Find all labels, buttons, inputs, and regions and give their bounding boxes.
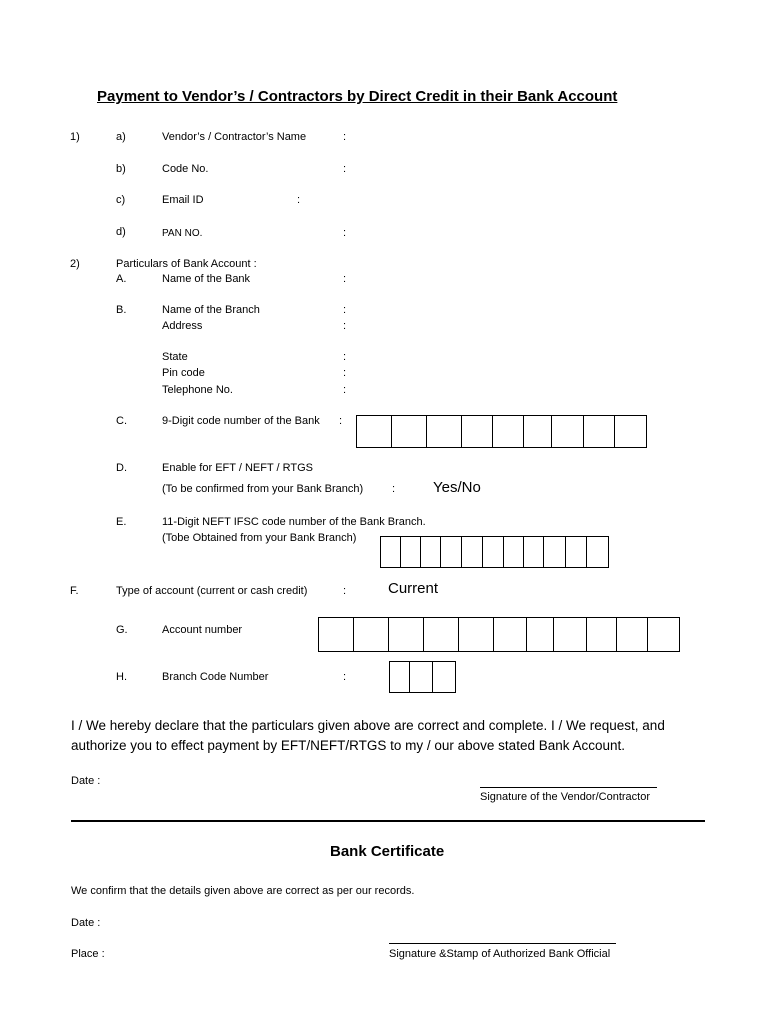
pin-code-label: Pin code (162, 367, 205, 379)
digit-box[interactable] (504, 537, 524, 567)
digit-box[interactable] (392, 416, 427, 447)
digit-box[interactable] (587, 618, 617, 651)
item-C-letter: C. (116, 415, 127, 427)
digit-box[interactable] (381, 537, 401, 567)
state-label: State (162, 351, 188, 363)
form-title: Payment to Vendor’s / Contractors by Direct Credit in their Bank Account (97, 88, 618, 105)
bank-confirm-text: We confirm that the details given above are correct as per our records. (71, 885, 415, 897)
digit-box[interactable] (433, 662, 456, 692)
enable-eft-sublabel: (To be confirmed from your Bank Branch) (162, 483, 364, 495)
digit-box[interactable] (389, 618, 424, 651)
digit-box[interactable] (587, 537, 609, 567)
bank-code-colon: : (339, 415, 343, 427)
address-label: Address (162, 320, 203, 332)
bank-name-label: Name of the Bank (162, 273, 251, 285)
item-G-letter: G. (116, 624, 128, 636)
item-B-letter: B. (116, 304, 127, 316)
digit-box[interactable] (615, 416, 647, 447)
digit-box[interactable] (427, 416, 462, 447)
digit-box[interactable] (424, 618, 459, 651)
branch-code-boxes[interactable] (389, 661, 456, 693)
item-D-letter: D. (116, 462, 127, 474)
account-type-colon: : (343, 585, 347, 597)
digit-box[interactable] (357, 416, 392, 447)
declaration-text: I / We hereby declare that the particulars given above are correct and complete. I / We request, and authorize you to effect payment by EFT/NEFT/RTGS to my / our above stated Bank Account. (71, 718, 665, 753)
digit-box[interactable] (459, 618, 494, 651)
digit-box[interactable] (494, 618, 527, 651)
code-no-label: Code No. (162, 163, 209, 175)
bank-name-colon: : (343, 273, 347, 285)
bank-code-label: 9-Digit code number of the Bank (162, 415, 320, 427)
branch-name-colon: : (343, 304, 347, 316)
pan-no-label: PAN NO. (162, 228, 203, 239)
bank-code-boxes[interactable] (356, 415, 647, 448)
bank-signature-line (389, 943, 616, 944)
ifsc-code-boxes[interactable] (380, 536, 609, 568)
digit-box[interactable] (566, 537, 587, 567)
account-number-label: Account number (162, 624, 243, 636)
email-id-label: Email ID (162, 194, 204, 206)
digit-box[interactable] (319, 618, 354, 651)
digit-box[interactable] (421, 537, 441, 567)
digit-box[interactable] (617, 618, 648, 651)
enable-eft-value: Yes/No (433, 479, 481, 496)
item-F-letter: F. (70, 585, 79, 597)
code-no-colon: : (343, 163, 347, 175)
vendor-signature-label: Signature of the Vendor/Contractor (480, 791, 650, 803)
telephone-label: Telephone No. (162, 384, 233, 396)
account-number-boxes[interactable] (318, 617, 680, 652)
digit-box[interactable] (410, 662, 433, 692)
digit-box[interactable] (554, 618, 587, 651)
state-colon: : (343, 351, 347, 363)
bank-place-label: Place : (71, 948, 105, 960)
vendor-signature-line (480, 787, 657, 788)
digit-box[interactable] (527, 618, 554, 651)
branch-code-colon: : (343, 671, 347, 683)
item-a-letter: a) (116, 131, 126, 143)
digit-box[interactable] (354, 618, 389, 651)
item-c-letter: c) (116, 194, 126, 206)
item-H-letter: H. (116, 671, 127, 683)
bank-date-label: Date : (71, 917, 101, 929)
vendor-name-label: Vendor’s / Contractor’s Name (162, 131, 307, 143)
email-id-colon: : (297, 194, 301, 206)
ifsc-code-sublabel: (Tobe Obtained from your Bank Branch) (162, 532, 357, 544)
enable-eft-label: Enable for EFT / NEFT / RTGS (162, 462, 313, 474)
pan-no-colon: : (343, 227, 347, 239)
digit-box[interactable] (524, 416, 552, 447)
digit-box[interactable] (483, 537, 504, 567)
account-type-value: Current (388, 580, 439, 597)
digit-box[interactable] (462, 416, 493, 447)
item-b-letter: b) (116, 163, 126, 175)
digit-box[interactable] (584, 416, 615, 447)
digit-box[interactable] (493, 416, 524, 447)
digit-box[interactable] (524, 537, 544, 567)
branch-code-label: Branch Code Number (162, 671, 269, 683)
digit-box[interactable] (401, 537, 421, 567)
digit-box[interactable] (441, 537, 462, 567)
section-2-number: 2) (70, 258, 80, 270)
section-divider (71, 820, 705, 822)
vendor-name-colon: : (343, 131, 347, 143)
pin-code-colon: : (343, 367, 347, 379)
ifsc-code-label: 11-Digit NEFT IFSC code number of the Bank Branch. (162, 516, 426, 528)
digit-box[interactable] (648, 618, 680, 651)
address-colon: : (343, 320, 347, 332)
item-E-letter: E. (116, 516, 127, 528)
digit-box[interactable] (462, 537, 483, 567)
digit-box[interactable] (390, 662, 410, 692)
digit-box[interactable] (544, 537, 566, 567)
branch-name-label: Name of the Branch (162, 304, 260, 316)
bank-signature-label: Signature &Stamp of Authorized Bank Official (389, 948, 611, 960)
section-1-number: 1) (70, 131, 80, 143)
vendor-date-label: Date : (71, 775, 101, 787)
bank-particulars-heading: Particulars of Bank Account : (116, 258, 257, 270)
item-A-letter: A. (116, 273, 127, 285)
item-d-letter: d) (116, 226, 126, 238)
enable-eft-colon: : (392, 483, 396, 495)
account-type-label: Type of account (current or cash credit) (116, 585, 308, 597)
bank-certificate-title: Bank Certificate (330, 843, 445, 860)
digit-box[interactable] (552, 416, 584, 447)
telephone-colon: : (343, 384, 347, 396)
